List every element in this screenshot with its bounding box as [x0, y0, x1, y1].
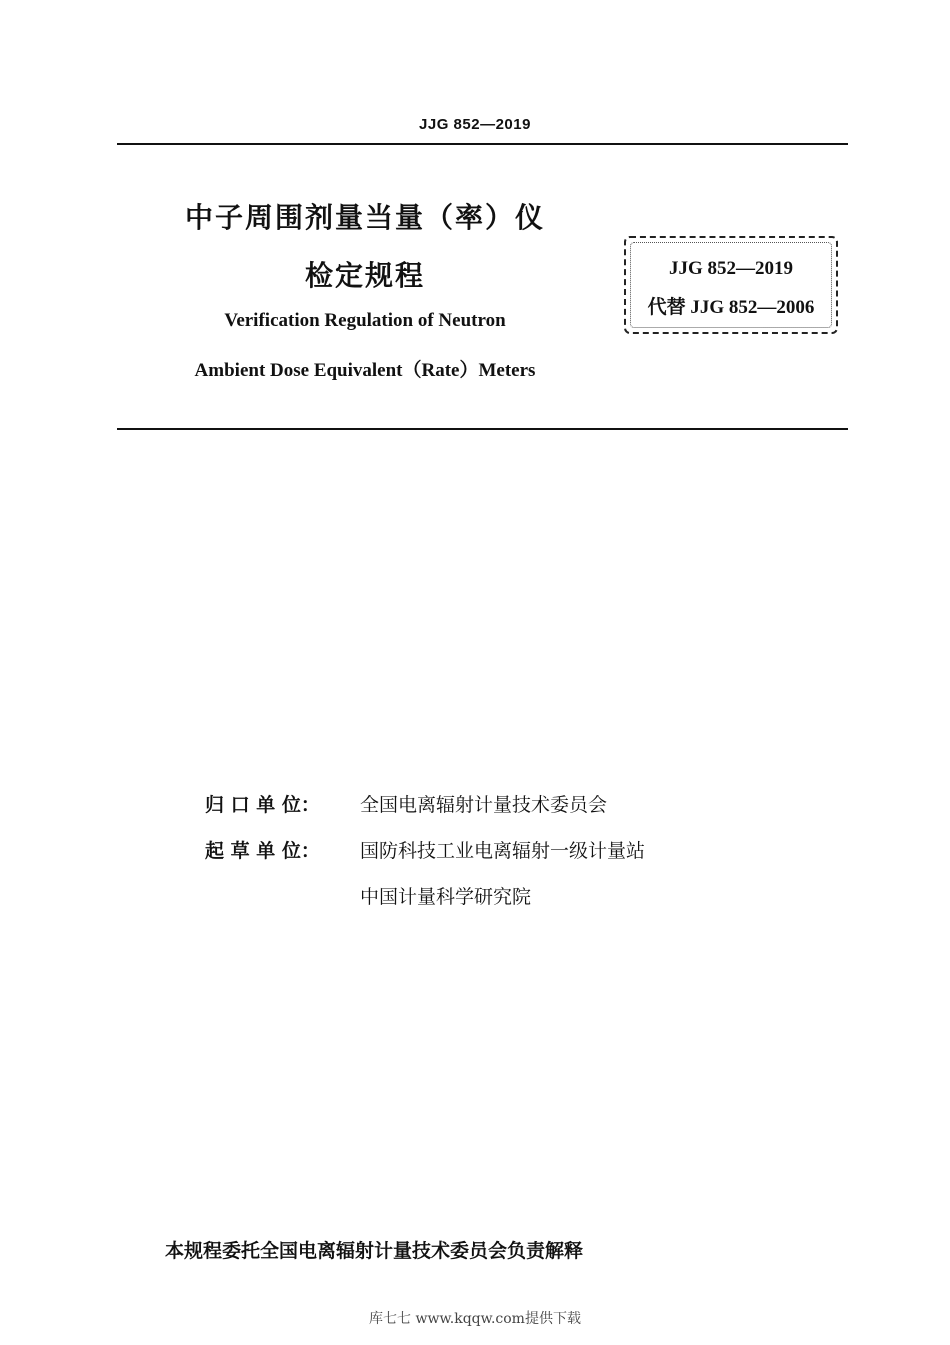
responsible-unit-row: [205, 790, 607, 817]
drafting-unit-label: 起 草 单 位：: [205, 840, 320, 862]
drafting-unit-row-2: [360, 882, 531, 909]
title-english-line-2: Ambient Dose Equivalent（Rate）Meters: [194, 360, 536, 381]
top-divider: [117, 143, 848, 145]
title-chinese-line-1: 中子周围剂量当量（率）仪: [184, 201, 545, 234]
drafting-unit-value-2: 中国计量科学研究院: [360, 886, 532, 908]
code-box-current: JJG 852—2019: [668, 258, 794, 279]
title-english-line-1: Verification Regulation of Neutron: [224, 310, 506, 331]
bottom-divider: [117, 428, 848, 430]
responsible-unit-label: 归 口 单 位：: [205, 794, 320, 816]
code-box-replaces: 代替 JJG 852—2006: [647, 297, 815, 318]
drafting-unit-value-1: 国防科技工业电离辐射一级计量站: [360, 840, 646, 862]
title-chinese-line-2: 检定规程: [304, 259, 425, 292]
drafting-unit-row: [205, 836, 645, 863]
standard-code-box: [624, 236, 838, 334]
responsible-unit-value: 全国电离辐射计量技术委员会: [360, 794, 608, 816]
download-watermark: 库七七 www.kqqw.com提供下载: [369, 1311, 581, 1327]
interpretation-note: 本规程委托全国电离辐射计量技术委员会负责解释: [165, 1240, 584, 1262]
header-standard-code: JJG 852—2019: [419, 116, 531, 133]
